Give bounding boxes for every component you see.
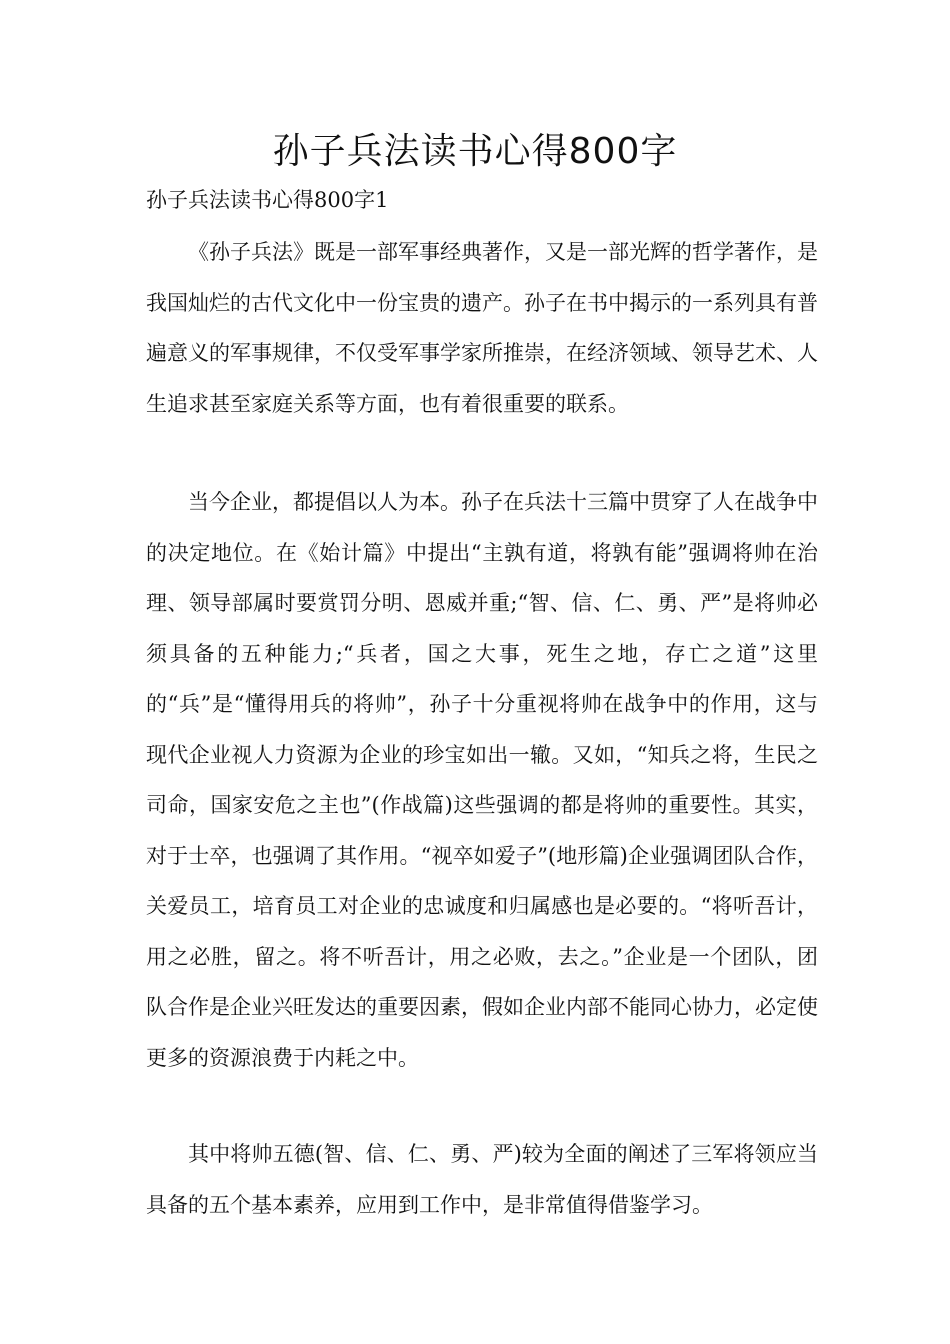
body-paragraph-3: 其中将帅五德(智、信、仁、勇、严)较为全面的阐述了三军将领应当具备的五个基本素养，应用到工作中，是非常值得借鉴学习。 [146,1142,818,1217]
body-paragraph-1: 《孙子兵法》既是一部军事经典著作，又是一部光辉的哲学著作，是我国灿烂的古代文化中一份宝贵的遗产。孙子在书中揭示的一系列具有普遍意义的军事规律，不仅受军事学家所推崇，在经济领域、领导艺术、人生追求甚至家庭关系等方面，也有着很重要的联系。 [146,240,818,416]
body-paragraph-2: 当今企业，都提倡以人为本。孙子在兵法十三篇中贯穿了人在战争中的决定地位。在《始计篇》中提出“主孰有道，将孰有能”强调将帅在治理、领导部属时要赏罚分明、恩威并重;“智、信、仁、勇、严”是将帅必须具备的五种能力;“兵者，国之大事，死生之地，存亡之道”这里的“兵”是“懂得用兵的将帅”，孙子十分重视将帅在战争中的作用，这与现代企业视人力资源为企业的珍宝如出一辙。又如，“知兵之将，生民之司命，国家安危之主也”(作战篇)这些强调的都是将帅的重要性。其实，对于士卒，也强调了其作用。“视卒如爱子”(地形篇)企业强调团队合作，关爱员工，培育员工对企业的忠诚度和归属感也是必要的。“将听吾计，用之必胜，留之。将不听吾计，用之必败，去之。”企业是一个团队，团队合作是企业兴旺发达的重要因素，假如企业内部不能同心协力，必定使更多的资源浪费于内耗之中。 [146,490,818,1070]
document-subtitle: 孙子兵法读书心得800字1 [146,188,389,212]
document-title: 孙子兵法读书心得800字 [272,131,678,172]
